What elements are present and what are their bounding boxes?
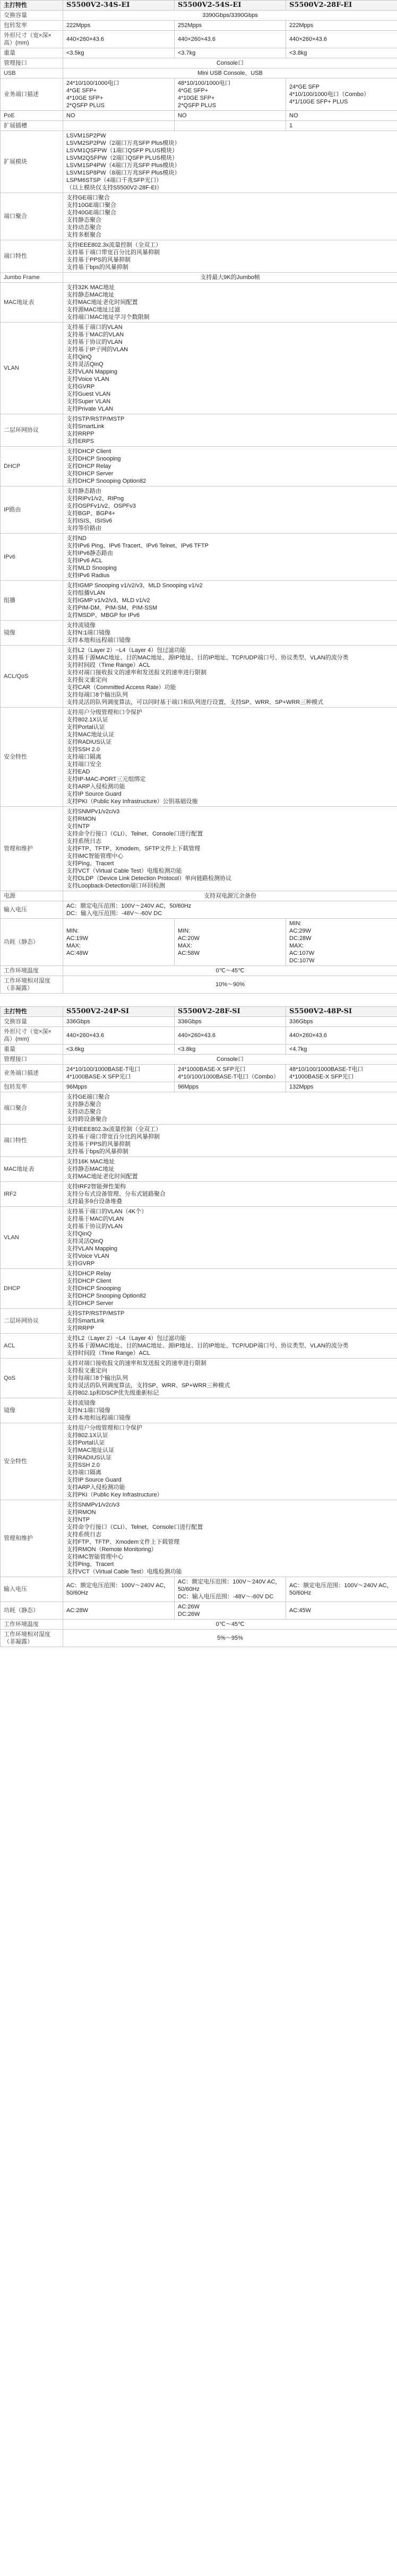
row-value: 132Mpps <box>286 1082 397 1092</box>
row-label: IPv6 <box>1 534 63 581</box>
row-label: 输入电压 <box>1 1577 63 1602</box>
table-row <box>1 193 397 240</box>
row-label: 管理接口 <box>1 58 63 68</box>
row-label: 外形尺寸（宽×深×高）(mm) <box>1 1027 63 1045</box>
table-row <box>1 621 397 646</box>
row-value: 96Mpps <box>175 1082 286 1092</box>
row-value-shared: AC：额定电压范围：100V～240V AC，50/60Hz DC：输入电压范围：-48V～-60V DC <box>63 901 397 919</box>
row-label: 安全特性 <box>1 708 63 807</box>
row-value-shared: 支持最大9K的Jumbo帧 <box>63 273 397 283</box>
row-value-shared: 支持对端口接收报文的速率和发送报文的速率进行限制 支持报文重定向 支持每端口8个输出队列 支持灵活的队列调度算法，支持SP、WRR、SP+WRR三种模式 支持802.1p和DSCP优先级重新标记 <box>63 1359 397 1398</box>
table-row <box>1 976 397 994</box>
row-value-shared: 支持L2（Layer 2）~L4（Layer 4）包过滤功能 支持基于源MAC地址、目的MAC地址、源IP地址、目的IP地址、TCP/UDP端口号、协议类型、VLAN的流分类 支持时间段（Time Range）ACL 支持对端口接收报文的速率和发送报文的速率进行限制 支持报文重定向 支持CAR（Committed Access Rate）功能 支持每端口8个输出队列 支持灵活的队列调度算法，可以同时基于端口和队列进行设置，支持SP、WRR、SP+WRR三种模式 <box>63 646 397 708</box>
row-value-shared: 支持基于端口的VLAN（4K个） 支持基于MAC的VLAN 支持基于协议的VLAN 支持QinQ 支持灵活QinQ 支持VLAN Mapping 支持Voice VLAN 支持GVRP <box>63 1207 397 1269</box>
table-row <box>1 21 397 31</box>
row-value: 336Gbps <box>63 1017 175 1027</box>
row-value-shared: 支持IGMP Snooping v1/v2/v3、MLD Snooping v1/v2 支持组播VLAN 支持IGMP v1/v2/v3、MLD v1/v2 支持PIM-DM、PIM-SM、PIM-SSM 支持MSDP、MBGP for IPv6 <box>63 581 397 621</box>
row-value-shared: 支持基于端口的VLAN 支持基于MAC的VLAN 支持基于协议的VLAN 支持基于IP子网的VLAN 支持QinQ 支持灵活QinQ 支持VLAN Mapping 支持Voice VLAN 支持GVRP 支持Guest VLAN 支持Super VLAN 支持Private VLAN <box>63 323 397 414</box>
row-value: 440×260×43.6 <box>286 1027 397 1045</box>
row-label: 二层环网协议 <box>1 414 63 447</box>
header-model-name: S5500V2-24P-SI <box>63 1007 175 1017</box>
row-value: <3.8kg <box>286 48 397 58</box>
row-label: 重量 <box>1 48 63 58</box>
table-row <box>1 1423 397 1500</box>
row-value-shared: 0℃～45℃ <box>63 966 397 976</box>
row-value-shared: 0℃～45℃ <box>63 1620 397 1630</box>
table-row <box>1 646 397 708</box>
row-value-shared: 支持SNMPv1/v2c/v3 支持RMON 支持NTP 支持命令行接口（CLI）、Telnet、Console口进行配置 支持系统日志 支持FTP、TFTP、Xmodem文件上下载管理 支持RMON（Remote Monitoring） 支持iMC智能管理中心 支持Ping、Tracert 支持VCT（Virtual Cable Test）电缆检测功能 <box>63 1500 397 1577</box>
table-header-row <box>1 1007 397 1017</box>
row-value: 48*10/100/1000电口 4*GE SFP+ 4*10GE SFP+ 2*QSFP PLUS <box>175 79 286 111</box>
table-row <box>1 131 397 193</box>
row-label: 功耗（静态） <box>1 1602 63 1620</box>
table-row <box>1 966 397 976</box>
row-label: 包转发率 <box>1 21 63 31</box>
row-label: 管理和维护 <box>1 1500 63 1577</box>
table-row <box>1 1182 397 1207</box>
row-value-shared: 支持STP/RSTP/MSTP 支持SmartLink 支持RRPP 支持ERPS <box>63 414 397 447</box>
row-label: 工作环境相对湿度（非凝露） <box>1 1630 63 1647</box>
table-row <box>1 111 397 121</box>
row-label: MAC地址表 <box>1 283 63 323</box>
table-row <box>1 1630 397 1647</box>
row-label: 安全特性 <box>1 1423 63 1500</box>
table-row <box>1 273 397 283</box>
row-value: 440×260×43.6 <box>286 31 397 48</box>
table-row <box>1 1269 397 1309</box>
row-label: 工作环境温度 <box>1 966 63 976</box>
row-value-shared: 支持静态路由 支持RIPv1/v2、RIPng 支持OSPFv1/v2、OSPFv3 支持BGP、BGP4+ 支持ISIS、ISISv6 支持等价路由 <box>63 486 397 534</box>
row-label: 功耗（静态） <box>1 919 63 966</box>
table-row <box>1 1045 397 1055</box>
row-value: AC：额定电压范围：100V～240V AC，50/60Hz <box>63 1577 175 1602</box>
row-label: QoS <box>1 1359 63 1398</box>
row-label: 扩展插槽 <box>1 121 63 131</box>
table-row <box>1 807 397 891</box>
row-value <box>63 121 175 131</box>
row-value-shared: 支持IEEE802.3x流量控制（全双工） 支持基于端口带宽百分比的风暴抑制 支持基于PPS的风暴抑制 支持基于bps的风暴抑制 <box>63 1125 397 1157</box>
spec-table <box>0 0 397 994</box>
row-value: 1 <box>286 121 397 131</box>
table-row <box>1 1398 397 1423</box>
table-row <box>1 581 397 621</box>
table-row <box>1 414 397 447</box>
row-label: 扩展模块 <box>1 131 63 193</box>
row-label: 交换容量 <box>1 11 63 21</box>
row-value-shared: 支持GE端口聚合 支持静态聚合 支持动态聚合 支持跨设备聚合 <box>63 1092 397 1125</box>
row-value-shared: 支持双电源冗余备份 <box>63 891 397 901</box>
table-row <box>1 1027 397 1045</box>
row-label: 端口聚合 <box>1 193 63 240</box>
row-value: MIN: AC:20W MAX: AC:58W <box>175 919 286 966</box>
row-value-shared: 支持GE端口聚合 支持10GE端口聚合 支持40GE端口聚合 支持静态聚合 支持动态聚合 支持多框聚合 <box>63 193 397 240</box>
row-value: AC:45W <box>286 1602 397 1620</box>
row-value: <3.7kg <box>175 48 286 58</box>
table-row <box>1 708 397 807</box>
row-value: 222Mpps <box>286 21 397 31</box>
row-label: 工作环境温度 <box>1 1620 63 1630</box>
row-label: MAC地址表 <box>1 1157 63 1182</box>
table-row <box>1 1157 397 1182</box>
row-value: NO <box>63 111 175 121</box>
row-label: Jumbo Frame <box>1 273 63 283</box>
row-label: 业务端口描述 <box>1 1065 63 1082</box>
table-row <box>1 11 397 21</box>
row-value-shared: 支持STP/RSTP/MSTP 支持SmartLink 支持RRPP <box>63 1309 397 1334</box>
row-value: 222Mpps <box>63 21 175 31</box>
table-row <box>1 283 397 323</box>
header-feature-label: 主打特性 <box>1 1 63 11</box>
table-row <box>1 1092 397 1125</box>
row-label: 镜像 <box>1 621 63 646</box>
table-row <box>1 1334 397 1359</box>
row-label: 业务端口描述 <box>1 79 63 111</box>
row-label: 交换容量 <box>1 1017 63 1027</box>
row-value: <3.6kg <box>63 1045 175 1055</box>
row-label: 端口聚合 <box>1 1092 63 1125</box>
row-value-shared: 支持流镜像 支持N:1端口镜像 支持本地和远程端口镜像 <box>63 621 397 646</box>
row-value: 252Mpps <box>175 21 286 31</box>
row-label: IRF2 <box>1 1182 63 1207</box>
table-row <box>1 919 397 966</box>
row-value: 24*10/100/1000电口 4*GE SFP+ 4*10GE SFP+ 2*QSFP PLUS <box>63 79 175 111</box>
row-value-shared: 支持流镜像 支持N:1端口镜像 支持本地和远程端口镜像 <box>63 1398 397 1423</box>
row-value: AC：额定电压范围：100V～240V AC，50/60Hz DC：输入电压范围：-48V～-60V DC <box>175 1577 286 1602</box>
row-label: 组播 <box>1 581 63 621</box>
table-row <box>1 1017 397 1027</box>
row-label: DHCP <box>1 447 63 486</box>
row-value: 336Gbps <box>286 1017 397 1027</box>
row-value-shared: 支持用户分级管理和口令保护 支持802.1X认证 支持Portal认证 支持MAC地址认证 支持RADIUS认证 支持SSH 2.0 支持端口隔离 支持IP Source Guard 支持ARP入侵检测功能 支持PKI（Public Key Infrastructure） <box>63 1423 397 1500</box>
row-value-shared: 支持SNMPv1/v2c/v3 支持RMON 支持NTP 支持命令行接口（CLI）、Telnet、Console口进行配置 支持系统日志 支持FTP、TFTP、Xmodem、SFTP文件上下载管理 支持iMC智能管理中心 支持Ping、Tracert 支持VCT（Virtual Cable Test）电缆检测功能 支持DLDP（Device Link Detection Protocol）单向链路检测协议 支持Loopback-Detection端口环回检测 <box>63 807 397 891</box>
row-label: 管理和维护 <box>1 807 63 891</box>
spec-table <box>0 1006 397 1647</box>
row-value: 440×260×43.6 <box>175 1027 286 1045</box>
table-row <box>1 1309 397 1334</box>
row-value-shared: 支持L2（Layer 2）~L4（Layer 4）包过滤功能 支持基于源MAC地址、目的MAC地址、源IP地址、目的IP地址、TCP/UDP端口号、协议类型、VLAN的流分类 支持时间段（Time Range）ACL <box>63 1334 397 1359</box>
table-row <box>1 1055 397 1065</box>
row-label: DHCP <box>1 1269 63 1309</box>
table-row <box>1 1207 397 1269</box>
row-value: <3.5kg <box>63 48 175 58</box>
row-value: 48*10/100/1000BASE-T电口 4*1000BASE-X SFP光口 <box>286 1065 397 1082</box>
row-value-shared: 支持IRF2智能弹性架构 支持分布式设备管理、分布式链路聚合 支持最多9台设备堆叠 <box>63 1182 397 1207</box>
table-row <box>1 447 397 486</box>
row-value-shared: 支持DHCP Relay 支持DHCP Client 支持DHCP Snooping 支持DHCP Snooping Option82 支持DHCP Server <box>63 1269 397 1309</box>
row-label: ACL/QoS <box>1 646 63 708</box>
table-row <box>1 1065 397 1082</box>
table-header-row <box>1 1 397 11</box>
row-value-shared: 5%～95% <box>63 1630 397 1647</box>
table-row <box>1 891 397 901</box>
row-value: MIN: AC:19W MAX: AC:48W <box>63 919 175 966</box>
row-label: 端口特性 <box>1 240 63 273</box>
row-value: NO <box>175 111 286 121</box>
table-row <box>1 323 397 414</box>
row-value: 440×260×43.6 <box>63 1027 175 1045</box>
row-value-shared: 支持ND 支持IPv6 Ping、IPv6 Tracert、IPv6 Telnet、IPv6 TFTP 支持IPv6静态路由 支持IPv6 ACL 支持MLD Snooping 支持IPv6 Radius <box>63 534 397 581</box>
row-label: 重量 <box>1 1045 63 1055</box>
row-value-shared: 支持IEEE802.3x流量控制（全双工） 支持基于端口带宽百分比的风暴抑制 支持基于PPS的风暴抑制 支持基于bps的风暴抑制 <box>63 240 397 273</box>
table-row <box>1 1500 397 1577</box>
table-row <box>1 68 397 79</box>
row-label: 包转发率 <box>1 1082 63 1092</box>
header-model-name: S5500V2-28F-EI <box>286 1 397 11</box>
table-row <box>1 1602 397 1620</box>
table-row <box>1 1082 397 1092</box>
table-row <box>1 1620 397 1630</box>
row-value <box>175 121 286 131</box>
row-value: AC：额定电压范围：100V～240V AC，50/60Hz <box>286 1577 397 1602</box>
row-value-shared: 支持DHCP Client 支持DHCP Snooping 支持DHCP Relay 支持DHCP Server 支持DHCP Snooping Option82 <box>63 447 397 486</box>
row-value-shared: 支持16K MAC地址 支持静态MAC地址 支持MAC地址老化时间配置 <box>63 1157 397 1182</box>
row-label: 输入电压 <box>1 901 63 919</box>
table-row <box>1 48 397 58</box>
row-value: 96Mpps <box>63 1082 175 1092</box>
table-row <box>1 901 397 919</box>
row-value: <3.8kg <box>175 1045 286 1055</box>
row-label: 镜像 <box>1 1398 63 1423</box>
row-label: 管理接口 <box>1 1055 63 1065</box>
row-label: VLAN <box>1 1207 63 1269</box>
table-row <box>1 1577 397 1602</box>
row-value: 24*10/100/1000BASE-T电口 4*1000BASE-X SFP光口 <box>63 1065 175 1082</box>
row-value-shared: Console口 <box>63 58 397 68</box>
table-row <box>1 240 397 273</box>
header-model-name: S5500V2-54S-EI <box>175 1 286 11</box>
row-label: 端口特性 <box>1 1125 63 1157</box>
row-value: 336Gbps <box>175 1017 286 1027</box>
row-label: USB <box>1 68 63 79</box>
row-value-shared: 支持32K MAC地址 支持静态MAC地址 支持MAC地址老化时间配置 支持源MAC地址过滤 支持端口MAC地址学习个数限制 <box>63 283 397 323</box>
row-value-shared: LSVM1SP2PW LSVM2SP2PW（2端口万兆SFP Plus模块） LSVM1QSFPW（1端口QSFP PLUS模块） LSVM2QSFPW（2端口QSFP PLUS模块） LSVM1SP4PW（4端口万兆SFP Plus模块） LSVM1SP8PW（8端口万兆SFP Plus模块） LSPM6STSP（4端口千兆SFP光口） （以上模块仅支持S5500V2-28F-EI） <box>63 131 397 193</box>
row-value: 24*GE SFP 4*10/100/1000电口（Combo） 4*1/10GE SFP+ PLUS <box>286 79 397 111</box>
row-label: VLAN <box>1 323 63 414</box>
row-value: 440×260×43.6 <box>175 31 286 48</box>
row-value: AC:26W DC:26W <box>175 1602 286 1620</box>
row-value: 24*1000BASE-X SFP光口 4*10/100/1000BASE-T电口（Combo） <box>175 1065 286 1082</box>
row-label: 工作环境相对湿度（非凝露） <box>1 976 63 994</box>
row-value-shared: 3390Gbps/3390Gbps <box>63 11 397 21</box>
row-value-shared: Console口 <box>63 1055 397 1065</box>
row-label: ACL <box>1 1334 63 1359</box>
table-row <box>1 1125 397 1157</box>
row-value: 440×260×43.6 <box>63 31 175 48</box>
table-row <box>1 121 397 131</box>
table-row <box>1 31 397 48</box>
table-row <box>1 486 397 534</box>
row-value: MIN: AC:29W DC:28W MAX: AC:107W DC:107W <box>286 919 397 966</box>
row-value: NO <box>286 111 397 121</box>
header-model-name: S5500V2-48P-SI <box>286 1007 397 1017</box>
row-label: 外形尺寸（宽×深×高）(mm) <box>1 31 63 48</box>
row-label: 二层环网协议 <box>1 1309 63 1334</box>
table-row <box>1 534 397 581</box>
row-label: PoE <box>1 111 63 121</box>
table-row <box>1 58 397 68</box>
row-value-shared: Mini USB Console、USB <box>63 68 397 79</box>
table-row <box>1 1359 397 1398</box>
row-value: AC:28W <box>63 1602 175 1620</box>
header-model-name: S5500V2-28F-SI <box>175 1007 286 1017</box>
row-value: <4.7kg <box>286 1045 397 1055</box>
header-feature-label: 主打特性 <box>1 1007 63 1017</box>
row-label: IP路由 <box>1 486 63 534</box>
table-gap <box>0 994 397 1006</box>
header-model-name: S5500V2-34S-EI <box>63 1 175 11</box>
row-label: 电源 <box>1 891 63 901</box>
row-value-shared: 支持用户分级管理和口令保护 支持802.1X认证 支持Portal认证 支持MAC地址认证 支持RADIUS认证 支持SSH 2.0 支持端口隔离 支持端口安全 支持EAD 支持IP-MAC-PORT三元组绑定 支持ARP入侵检测功能 支持IP Source Guard 支持PKI（Public Key Infrastructure）公钥基础设施 <box>63 708 397 807</box>
row-value-shared: 10%～90% <box>63 976 397 994</box>
table-row <box>1 79 397 111</box>
